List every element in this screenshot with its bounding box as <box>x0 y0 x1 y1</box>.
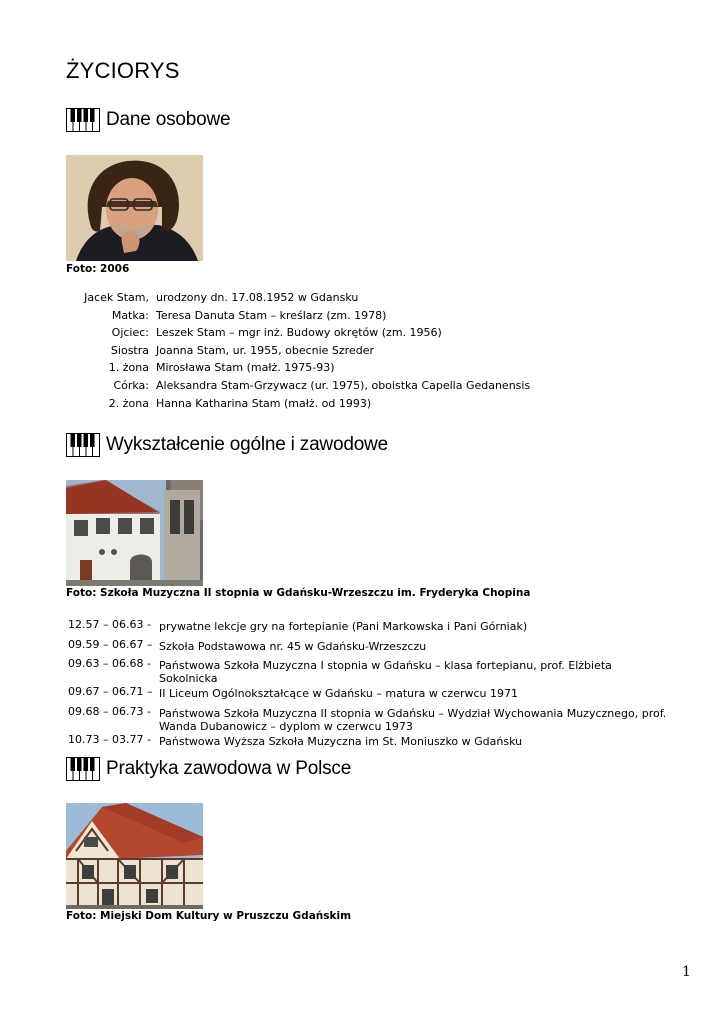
row-value: Hanna Katharina Stam (małż. od 1993) <box>156 396 372 410</box>
row-label: Ojciec: <box>111 326 149 340</box>
row-value: Aleksandra Stam-Grzywacz (ur. 1975), oboistka Capella Gedanensis <box>156 378 531 392</box>
section-heading-practice <box>66 757 351 781</box>
row-value: Leszek Stam – mgr inż. Budowy okrętów (zm. 1956) <box>156 326 442 340</box>
section-heading-personal <box>66 108 230 132</box>
row-period: 12.57 – 06.63 - <box>68 618 151 631</box>
row-text: Państwowa Szkoła Muzyczna II stopnia w Gdańsku – Wydział Wychowania Muzycznego, prof. Wanda Dubanowicz – dyplom w czerwcu 1973 <box>159 706 667 733</box>
page-title: ŻYCIORYS <box>66 58 180 83</box>
row-value: Joanna Stam, ur. 1955, obecnie Szreder <box>156 343 375 357</box>
row-value: Teresa Danuta Stam – kreślarz (zm. 1978) <box>156 308 387 322</box>
row-label: 2. żona <box>108 396 149 410</box>
table-row <box>68 344 530 362</box>
row-period: 10.73 – 03.77 - <box>68 732 151 746</box>
table-row <box>68 379 530 397</box>
table-row <box>68 733 671 753</box>
row-label: Matka: <box>111 308 149 322</box>
table-row <box>68 397 530 415</box>
section-title-education: Wykształcenie ogólne i zawodowe <box>106 434 388 455</box>
row-value: urodzony dn. 17.08.1952 w Gdansku <box>156 291 359 304</box>
culture-house-photo <box>66 803 203 909</box>
table-row <box>68 326 530 344</box>
row-label: 1. żona <box>108 361 149 375</box>
row-value: Mirosława Stam (małż. 1975-93) <box>156 361 335 375</box>
row-text: II Liceum Ogólnokształcące w Gdańsku – matura w czerwcu 1971 <box>159 687 519 701</box>
table-row <box>68 309 530 327</box>
school-photo <box>66 480 203 586</box>
section-title-personal: Dane osobowe <box>106 109 231 130</box>
row-period: 09.68 – 06.73 - <box>68 704 151 718</box>
row-text: Szkoła Podstawowa nr. 45 w Gdańsku-Wrzeszczu <box>159 639 427 653</box>
row-text: Państwowa Wyższa Szkoła Muzyczna im St. Moniuszko w Gdańsku <box>159 734 523 748</box>
personal-data-table <box>68 291 530 414</box>
row-period: 09.67 – 06.71 – <box>68 685 153 699</box>
section-title-practice: Praktyka zawodowa w Polsce <box>106 758 352 779</box>
row-period: 09.59 – 06.67 – <box>68 637 153 651</box>
table-row <box>68 291 530 309</box>
table-row <box>68 705 671 733</box>
table-row <box>68 685 671 705</box>
row-label: Siostra <box>110 343 149 357</box>
row-period: 09.63 – 06.68 - <box>68 657 151 671</box>
portrait-photo <box>66 155 203 261</box>
row-label: Jacek Stam, <box>84 291 149 304</box>
photo-caption-personal: Foto: 2006 <box>66 263 130 275</box>
piano-keys-icon <box>66 757 100 781</box>
education-table <box>68 618 671 752</box>
row-text: Państwowa Szkoła Muzyczna I stopnia w Gdańsku – klasa fortepianu, prof. Elżbieta Sokolnicka <box>159 659 612 686</box>
photo-caption-practice: Foto: Miejski Dom Kultury w Pruszczu Gdańskim <box>66 910 352 922</box>
table-row <box>68 657 671 685</box>
table-row <box>68 638 671 658</box>
table-row <box>68 361 530 379</box>
page-number: 1 <box>682 964 691 980</box>
piano-keys-icon <box>66 433 100 457</box>
photo-caption-education: Foto: Szkoła Muzyczna II stopnia w Gdańsku-Wrzeszczu im. Fryderyka Chopina <box>66 587 531 599</box>
piano-keys-icon <box>66 108 100 132</box>
section-heading-education <box>66 433 388 457</box>
row-label: Córka: <box>113 378 149 392</box>
table-row <box>68 618 671 638</box>
row-text: prywatne lekcje gry na fortepianie (Pani Markowska i Pani Górniak) <box>159 620 528 633</box>
